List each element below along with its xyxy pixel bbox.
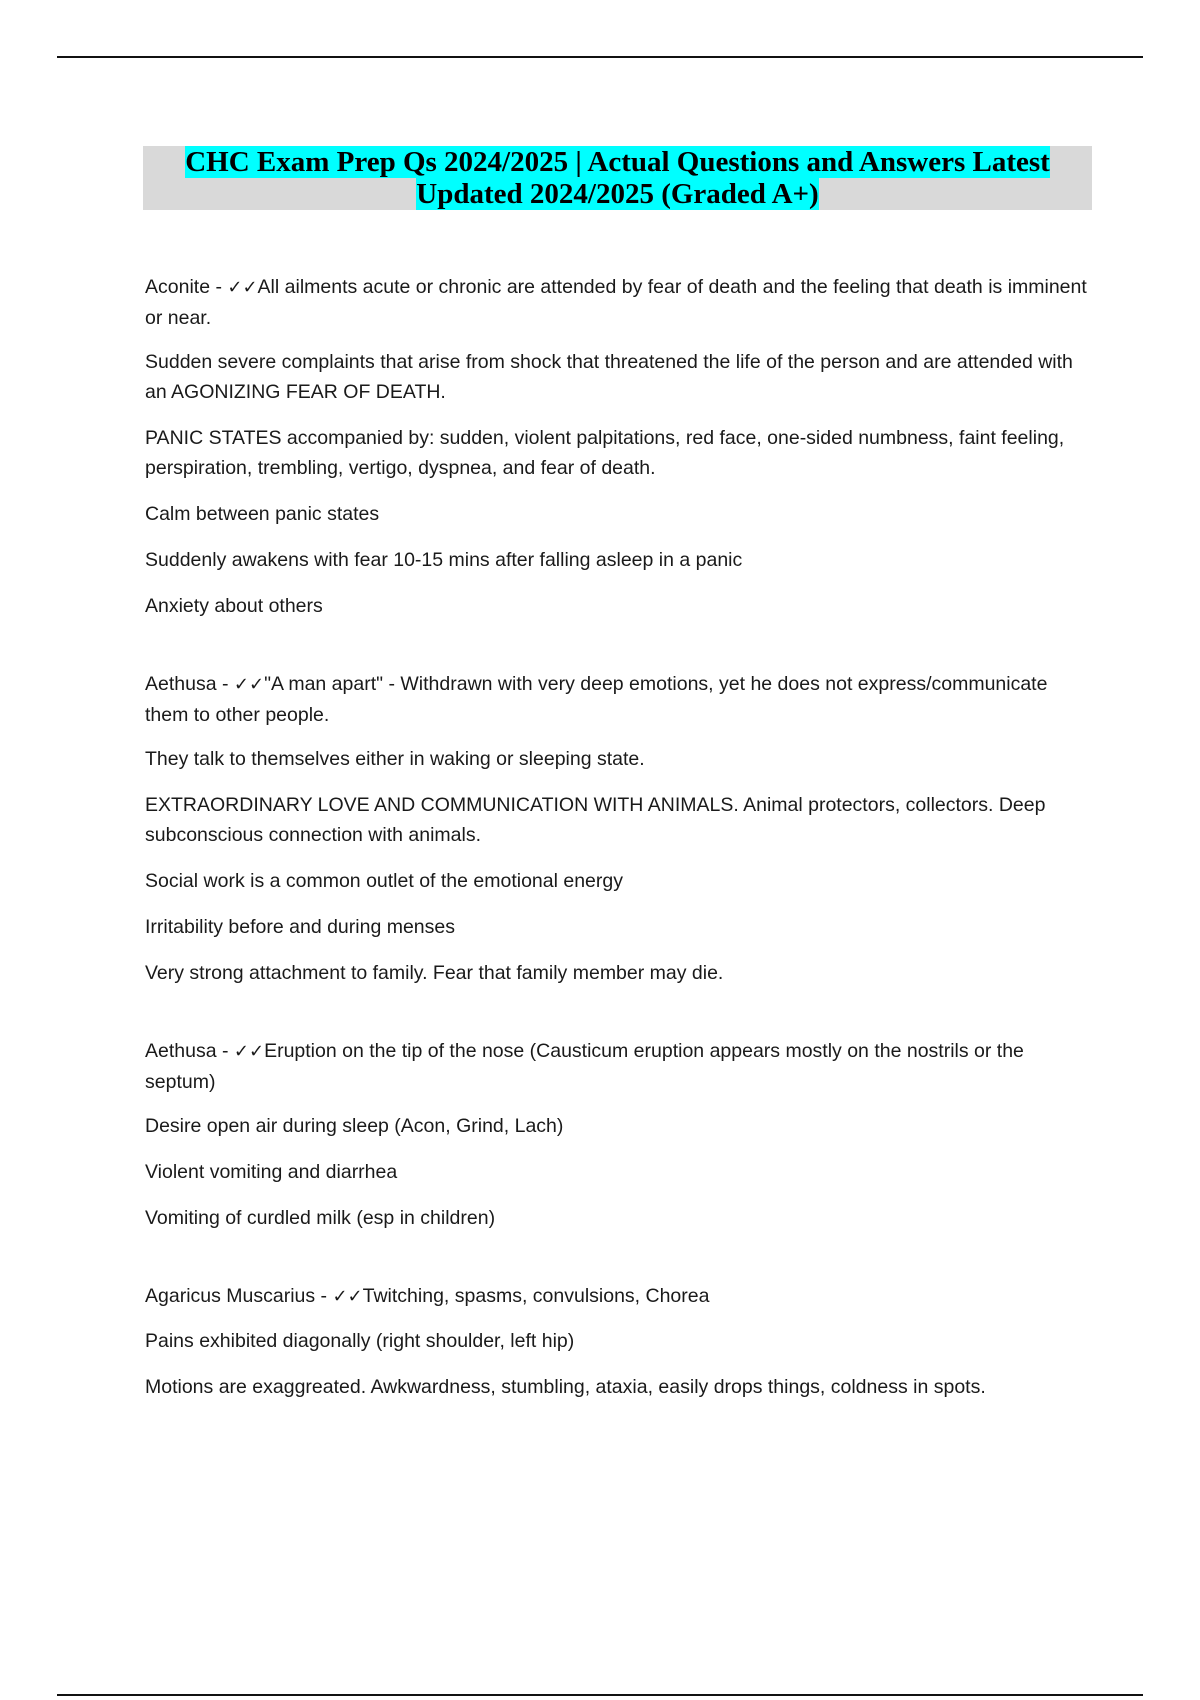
- entry-answer: All ailments acute or chronic are attended by fear of death and the feeling that death is imminent or near.: [145, 276, 1087, 329]
- entry-aethusa-physical: [145, 1036, 1095, 1233]
- entry-line: Vomiting of curdled milk (esp in children): [145, 1207, 496, 1229]
- entry-line: They talk to themselves either in waking or sleeping state.: [145, 748, 645, 770]
- entry-term: Aconite -: [145, 276, 228, 298]
- entry-answer: "A man apart" - Withdrawn with very deep emotions, yet he does not express/communicate them to other people.: [145, 673, 1048, 726]
- entry-answer: Twitching, spasms, convulsions, Chorea: [362, 1285, 710, 1307]
- entry-line: PANIC STATES accompanied by: sudden, violent palpitations, red face, one-sided numbness, faint feeling, perspiration, trembling, vertigo, dyspnea, and fear of death.: [145, 427, 1065, 479]
- entry-line: EXTRAORDINARY LOVE AND COMMUNICATION WITH ANIMALS. Animal protectors, collectors. Deep subconscious connection with animals.: [145, 794, 1046, 846]
- entry-question: [145, 272, 1095, 333]
- document-body: [145, 272, 1095, 1418]
- bottom-rule: [57, 1694, 1143, 1696]
- title-line-1: CHC Exam Prep Qs 2024/2025 | Actual Questions and Answers Latest: [185, 146, 1050, 178]
- entry-line: Sudden severe complaints that arise from shock that threatened the life of the person and are attended with an AGONIZING FEAR OF DEATH.: [145, 351, 1073, 403]
- entry-line: Violent vomiting and diarrhea: [145, 1161, 398, 1183]
- entry-term: Aethusa -: [145, 1040, 234, 1062]
- entry-line: Pains exhibited diagonally (right shoulder, left hip): [145, 1330, 575, 1352]
- entry-term: Agaricus Muscarius -: [145, 1285, 333, 1307]
- title-line-2: Updated 2024/2025 (Graded A+): [416, 178, 819, 210]
- entry-question: [145, 669, 1095, 730]
- entry-question: [145, 1281, 1095, 1312]
- entry-line: Motions are exaggreated. Awkwardness, stumbling, ataxia, easily drops things, coldness in spots.: [145, 1376, 986, 1398]
- entry-aethusa-mind: [145, 669, 1095, 988]
- top-rule: [57, 56, 1143, 58]
- double-check-icon: ✓✓: [233, 1041, 265, 1062]
- entry-term: Aethusa -: [145, 673, 234, 695]
- entry-aconite: [145, 272, 1095, 621]
- double-check-icon: ✓✓: [227, 277, 258, 298]
- entry-line: Irritability before and during menses: [145, 916, 455, 938]
- entry-line: Suddenly awakens with fear 10-15 mins after falling asleep in a panic: [145, 549, 743, 571]
- entry-line: Anxiety about others: [145, 595, 323, 617]
- entry-question: [145, 1036, 1095, 1097]
- double-check-icon: ✓✓: [233, 674, 265, 695]
- entry-line: Calm between panic states: [145, 503, 380, 525]
- document-title: [143, 146, 1092, 210]
- entry-agaricus: [145, 1281, 1095, 1402]
- double-check-icon: ✓✓: [332, 1286, 363, 1307]
- entry-line: Social work is a common outlet of the emotional energy: [145, 870, 623, 892]
- entry-line: Very strong attachment to family. Fear that family member may die.: [145, 962, 724, 984]
- entry-line: Desire open air during sleep (Acon, Grind, Lach): [145, 1115, 564, 1137]
- entry-answer: Eruption on the tip of the nose (Causticum eruption appears mostly on the nostrils or the septum): [145, 1040, 1024, 1093]
